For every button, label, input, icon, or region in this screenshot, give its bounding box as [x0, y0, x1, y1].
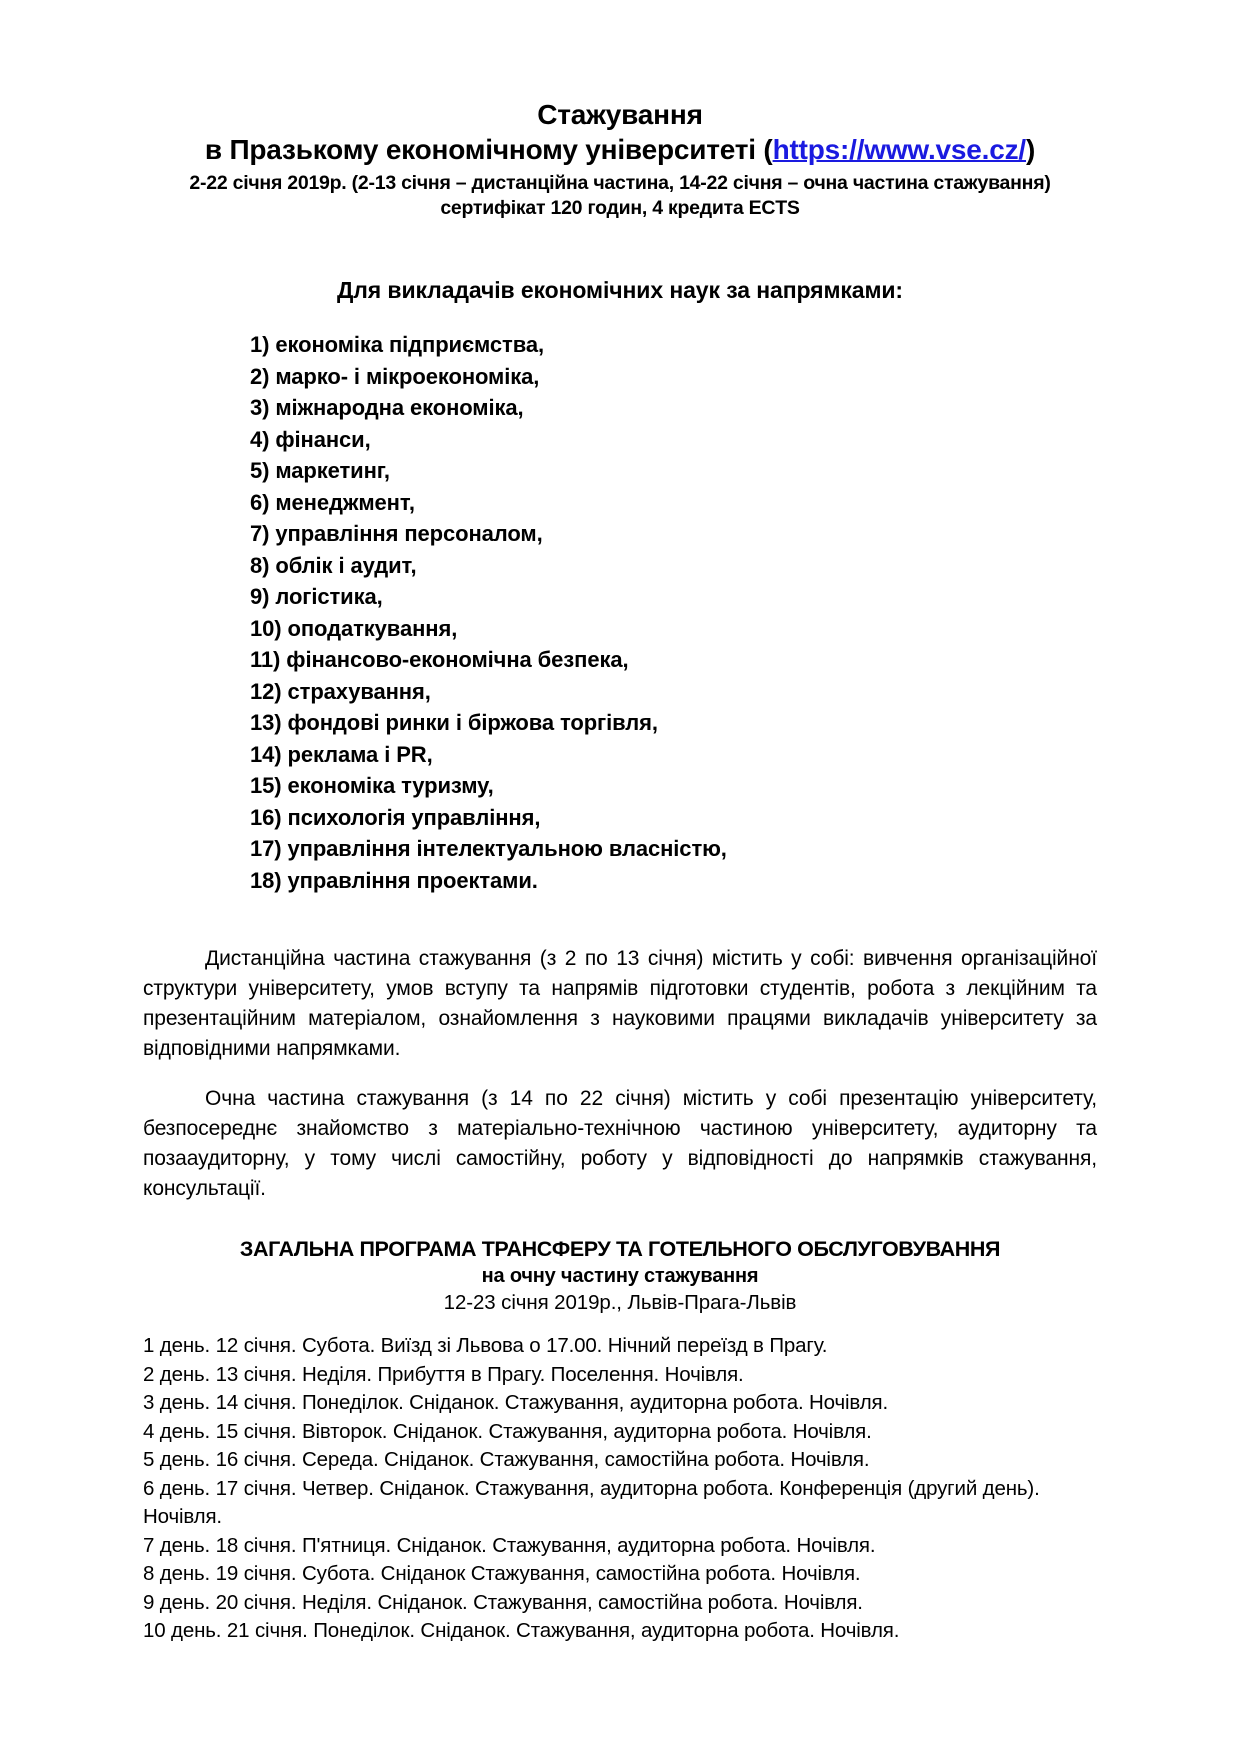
university-website-link[interactable]: https://www.vse.cz/	[772, 134, 1026, 165]
document-title-block	[143, 98, 1097, 221]
list-item: 6 день. 17 січня. Четвер. Сніданок. Стажування, аудиторна робота. Конференція (другий день). Ночівля.	[143, 1476, 1040, 1528]
paragraph-distance-part: Дистанційна частина стажування (з 2 по 13 січня) містить у собі: вивчення організаційної структури університету, умов вступу та напрямів підготовки студентів, робота з лекційним та презентаційним матеріалом, ознайомлення з науковими працями викладачів університету за відповідними напрямками.	[143, 947, 1097, 1060]
list-item: 2) марко- і мікроекономіка,	[250, 363, 540, 389]
list-item: 1) економіка підприємства,	[250, 332, 544, 357]
list-item: 12) страхування,	[250, 678, 431, 704]
program-dates-line: 2-22 січня 2019р. (2-13 січня – дистанційна частина, 14-22 січня – очна частина стажування)	[189, 172, 1051, 194]
list-item: 7 день. 18 січня. П'ятниця. Сніданок. Стажування, аудиторна робота. Ночівля.	[143, 1533, 876, 1557]
list-item: 14) реклама і PR,	[250, 741, 433, 767]
program-subtitle: на очну частину стажування	[481, 1265, 759, 1287]
university-text-suffix: )	[1026, 134, 1036, 165]
list-item: 9) логістика,	[250, 584, 383, 609]
list-item: 4) фінанси,	[250, 426, 371, 452]
list-item: 8) облік і аудит,	[250, 552, 417, 578]
paragraph-onsite-part: Очна частина стажування (з 14 по 22 січня) містить у собі презентацію університету, безпосереднє знайомство з матеріально-технічною частиною університету, аудиторну та позааудиторну, у тому числі самостійну, роботу у відповідності до напрямків стажування, консультації.	[143, 1087, 1097, 1200]
list-item: 10) оподаткування,	[250, 615, 458, 641]
list-item: 15) економіка туризму,	[250, 773, 494, 798]
certificate-line: сертифікат 120 годин, 4 кредита ECTS	[440, 197, 800, 219]
list-item: 17) управління інтелектуальною власністю,	[250, 836, 727, 861]
program-travel-dates: 12-23 січня 2019р., Львів-Прага-Львів	[443, 1291, 797, 1314]
list-item: 2 день. 13 січня. Неділя. Прибуття в Прагу. Поселення. Ночівля.	[143, 1362, 744, 1386]
list-item: 1 день. 12 січня. Субота. Виїзд зі Львова о 17.00. Нічний переїзд в Прагу.	[143, 1334, 828, 1357]
list-item: 3 день. 14 січня. Понеділок. Сніданок. Стажування, аудиторна робота. Ночівля.	[143, 1391, 888, 1414]
program-heading-block	[143, 1236, 1097, 1317]
list-item: 9 день. 20 січня. Неділя. Сніданок. Стажування, самостійна робота. Ночівля.	[143, 1590, 863, 1614]
itinerary-list	[143, 1332, 1097, 1646]
list-item: 5 день. 16 січня. Середа. Сніданок. Стажування, самостійна робота. Ночівля.	[143, 1448, 870, 1471]
list-item: 7) управління персоналом,	[250, 521, 543, 546]
list-item: 18) управління проектами.	[250, 867, 538, 893]
list-item: 8 день. 19 січня. Субота. Сніданок Стажування, самостійна робота. Ночівля.	[143, 1562, 861, 1585]
directions-heading: Для викладачів економічних наук за напрямками:	[337, 277, 903, 303]
list-item: 6) менеджмент,	[250, 489, 415, 515]
list-item: 16) психологія управління,	[250, 804, 541, 830]
university-text-prefix: в Празькому економічному університеті (	[204, 134, 773, 165]
list-item: 11) фінансово-економічна безпека,	[250, 647, 629, 672]
list-item: 5) маркетинг,	[250, 458, 390, 483]
page-title: Стажування	[537, 99, 703, 130]
directions-list	[143, 329, 1097, 896]
program-title: ЗАГАЛЬНА ПРОГРАМА ТРАНСФЕРУ ТА ГОТЕЛЬНОГО ОБСЛУГОВУВАННЯ	[239, 1237, 1001, 1261]
list-item: 13) фондові ринки і біржова торгівля,	[250, 710, 658, 735]
list-item: 3) міжнародна економіка,	[250, 395, 524, 420]
document-subtitle-university	[143, 132, 1097, 168]
list-item: 4 день. 15 січня. Вівторок. Сніданок. Стажування, аудиторна робота. Ночівля.	[143, 1419, 872, 1443]
list-item: 10 день. 21 січня. Понеділок. Сніданок. Стажування, аудиторна робота. Ночівля.	[143, 1619, 900, 1642]
